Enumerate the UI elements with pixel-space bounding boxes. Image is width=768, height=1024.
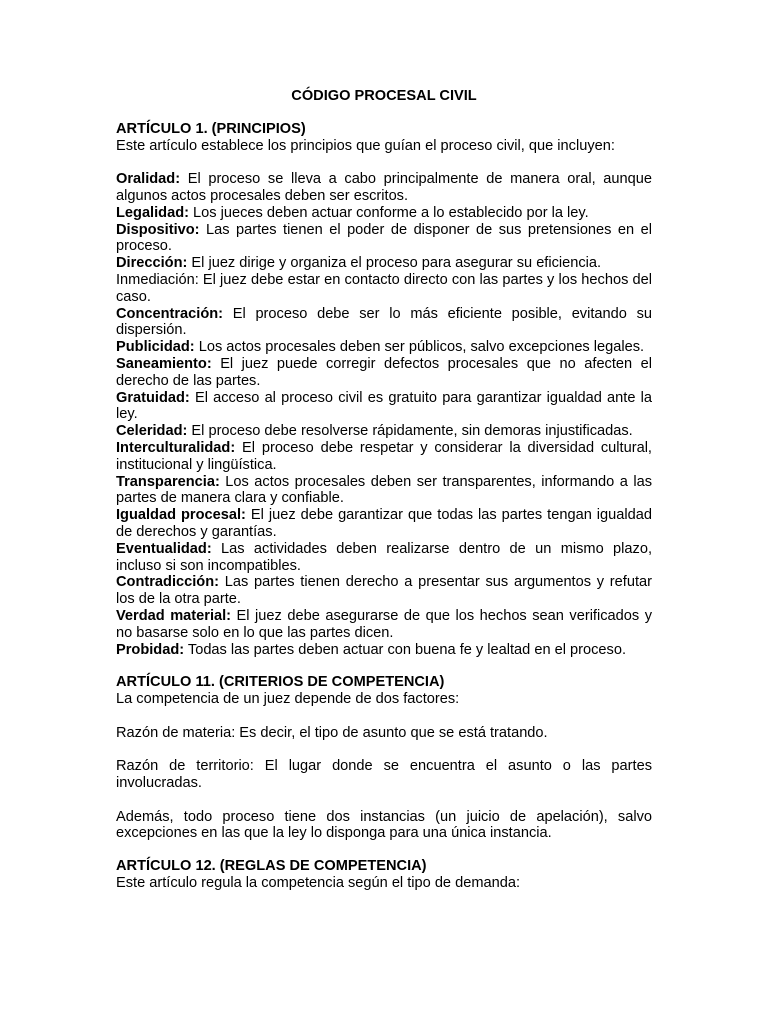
principle-item xyxy=(116,390,652,424)
principle-text: Todas las partes deben actuar con buena fe y lealtad en el proceso. xyxy=(184,641,627,658)
principle-text: El acceso al proceso civil es gratuito para garantizar igualdad ante la ley. xyxy=(116,389,652,423)
principle-text: El proceso debe ser lo más eficiente posible, evitando su dispersión. xyxy=(116,305,652,339)
spacer xyxy=(116,658,652,674)
principle-term: Oralidad: xyxy=(116,171,181,188)
article-1-intro: Este artículo establece los principios que guían el proceso civil, que incluyen: xyxy=(116,137,615,154)
article-11-paragraph: Razón de materia: Es decir, el tipo de asunto que se está tratando. xyxy=(116,724,548,741)
principles-list xyxy=(116,171,652,658)
principle-text: El juez dirige y organiza el proceso para asegurar su eficiencia. xyxy=(187,255,602,272)
principle-item xyxy=(116,474,652,508)
principle-text: El proceso se lleva a cabo principalmente de manera oral, aunque algunos actos procesales deben ser escritos. xyxy=(116,171,652,204)
article-11-intro: La competencia de un juez depende de dos factores: xyxy=(116,691,460,708)
document-page xyxy=(116,88,652,892)
principle-term: Concentración: xyxy=(116,305,224,322)
principle-item xyxy=(116,608,652,642)
principle-item xyxy=(116,541,652,575)
principle-item xyxy=(116,272,652,306)
spacer xyxy=(116,741,652,758)
principle-item xyxy=(116,440,652,474)
principle-text: Las partes tienen el poder de disponer de sus pretensiones en el proceso. xyxy=(116,221,652,255)
principle-term: Eventualidad: xyxy=(116,540,212,557)
article-11-paragraph: Razón de territorio: El lugar donde se encuentra el asunto o las partes involucradas. xyxy=(116,758,652,792)
article-11-heading: ARTÍCULO 11. (CRITERIOS DE COMPETENCIA) xyxy=(116,674,445,691)
principle-text: Inmediación: El juez debe estar en contacto directo con las partes y los hechos del caso. xyxy=(116,271,652,305)
principle-text: El juez debe garantizar que todas las partes tengan igualdad de derechos y garantías. xyxy=(116,507,652,540)
principle-term: Verdad material: xyxy=(116,607,232,624)
spacer xyxy=(116,708,652,725)
principle-text: El proceso debe resolverse rápidamente, sin demoras injustificadas. xyxy=(187,423,633,440)
principle-term: Probidad: xyxy=(116,641,185,658)
article-12-heading: ARTÍCULO 12. (REGLAS DE COMPETENCIA) xyxy=(116,858,427,875)
principle-item xyxy=(116,222,652,256)
principle-text: El juez puede corregir defectos procesales que no afecten el derecho de las partes. xyxy=(116,355,652,389)
principle-item xyxy=(116,356,652,390)
principle-text: El proceso debe respetar y considerar la diversidad cultural, institucional y lingüística. xyxy=(116,439,652,473)
spacer xyxy=(116,792,652,809)
principle-item xyxy=(116,423,652,440)
principle-item xyxy=(116,255,652,272)
principle-text: Los actos procesales deben ser públicos, salvo excepciones legales. xyxy=(194,339,645,356)
principle-item xyxy=(116,507,652,541)
principle-term: Contradicción: xyxy=(116,574,219,591)
article-12-intro: Este artículo regula la competencia según el tipo de demanda: xyxy=(116,875,521,892)
article-11-paragraph: Además, todo proceso tiene dos instancias (un juicio de apelación), salvo excepciones en las que la ley lo disponga para una única instancia. xyxy=(116,808,652,842)
principle-term: Publicidad: xyxy=(116,339,195,356)
principle-term: Dispositivo: xyxy=(116,221,200,238)
principle-item xyxy=(116,339,652,356)
spacer xyxy=(116,154,652,171)
principle-term: Celeridad: xyxy=(116,423,188,440)
principle-item xyxy=(116,642,652,659)
principle-item xyxy=(116,171,652,205)
principle-item xyxy=(116,574,652,608)
principle-term: Saneamiento: xyxy=(116,355,212,372)
principle-term: Legalidad: xyxy=(116,204,189,221)
principle-term: Dirección: xyxy=(116,255,188,272)
principle-term: Gratuidad: xyxy=(116,389,190,406)
principle-text: Los jueces deben actuar conforme a lo establecido por la ley. xyxy=(188,204,589,221)
spacer xyxy=(116,842,652,858)
principle-term: Transparencia: xyxy=(116,473,220,490)
article-1-heading: ARTÍCULO 1. (PRINCIPIOS) xyxy=(116,120,306,137)
principle-term: Interculturalidad: xyxy=(116,439,236,456)
principle-item xyxy=(116,306,652,340)
document-title: CÓDIGO PROCESAL CIVIL xyxy=(291,88,477,104)
principle-text: El juez debe asegurarse de que los hechos sean verificados y no basarse solo en lo que las partes dicen. xyxy=(116,607,652,641)
principle-term: Igualdad procesal: xyxy=(116,507,246,524)
principle-text: Las actividades deben realizarse dentro de un mismo plazo, incluso si son incompatibles. xyxy=(116,540,652,574)
principle-text: Las partes tienen derecho a presentar sus argumentos y refutar los de la otra parte. xyxy=(116,574,652,608)
principle-item xyxy=(116,205,652,222)
principle-text: Los actos procesales deben ser transparentes, informando a las partes de manera clara y confiable. xyxy=(116,473,652,507)
